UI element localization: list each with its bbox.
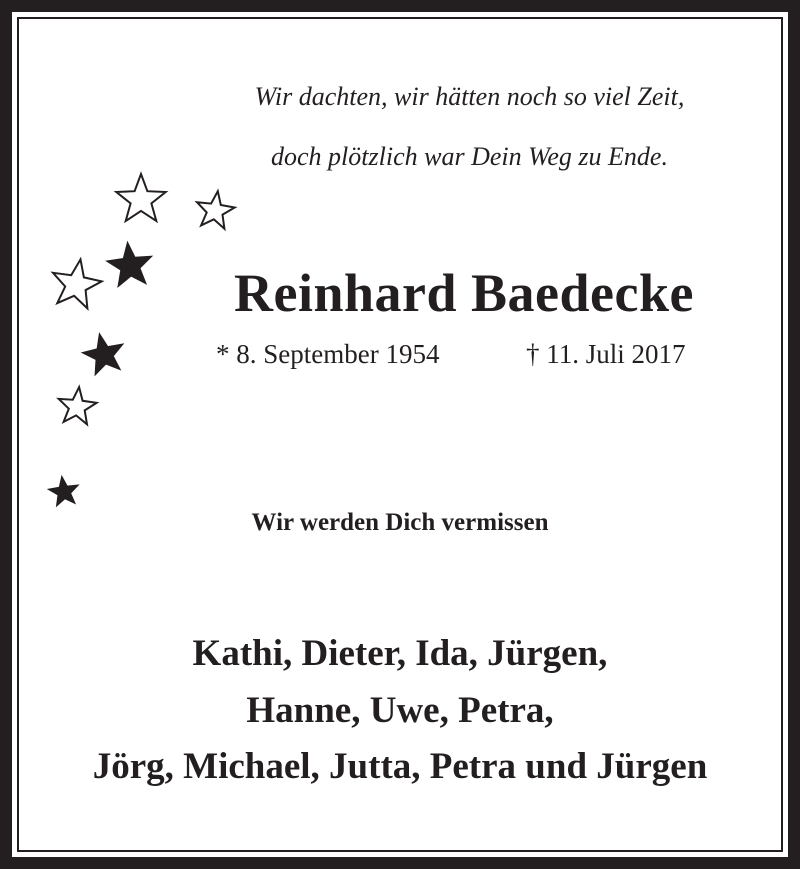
mourners-line-3: Jörg, Michael, Jutta, Petra und Jürgen xyxy=(92,746,708,787)
mourners-line-2: Hanne, Uwe, Petra, xyxy=(246,690,554,731)
mourners-line-1: Kathi, Dieter, Ida, Jürgen, xyxy=(192,633,608,674)
obituary-card xyxy=(12,12,788,857)
farewell-message: Wir werden Dich vermissen xyxy=(251,509,549,536)
quote-line-2: doch plötzlich war Dein Weg zu Ende. xyxy=(271,142,668,171)
death-date: † 11. Juli 2017 xyxy=(526,339,686,369)
quote-line-1: Wir dachten, wir hätten noch so viel Zeit, xyxy=(254,82,685,111)
birth-date: * 8. September 1954 xyxy=(216,339,440,369)
deceased-name: Reinhard Baedecke xyxy=(234,263,694,323)
